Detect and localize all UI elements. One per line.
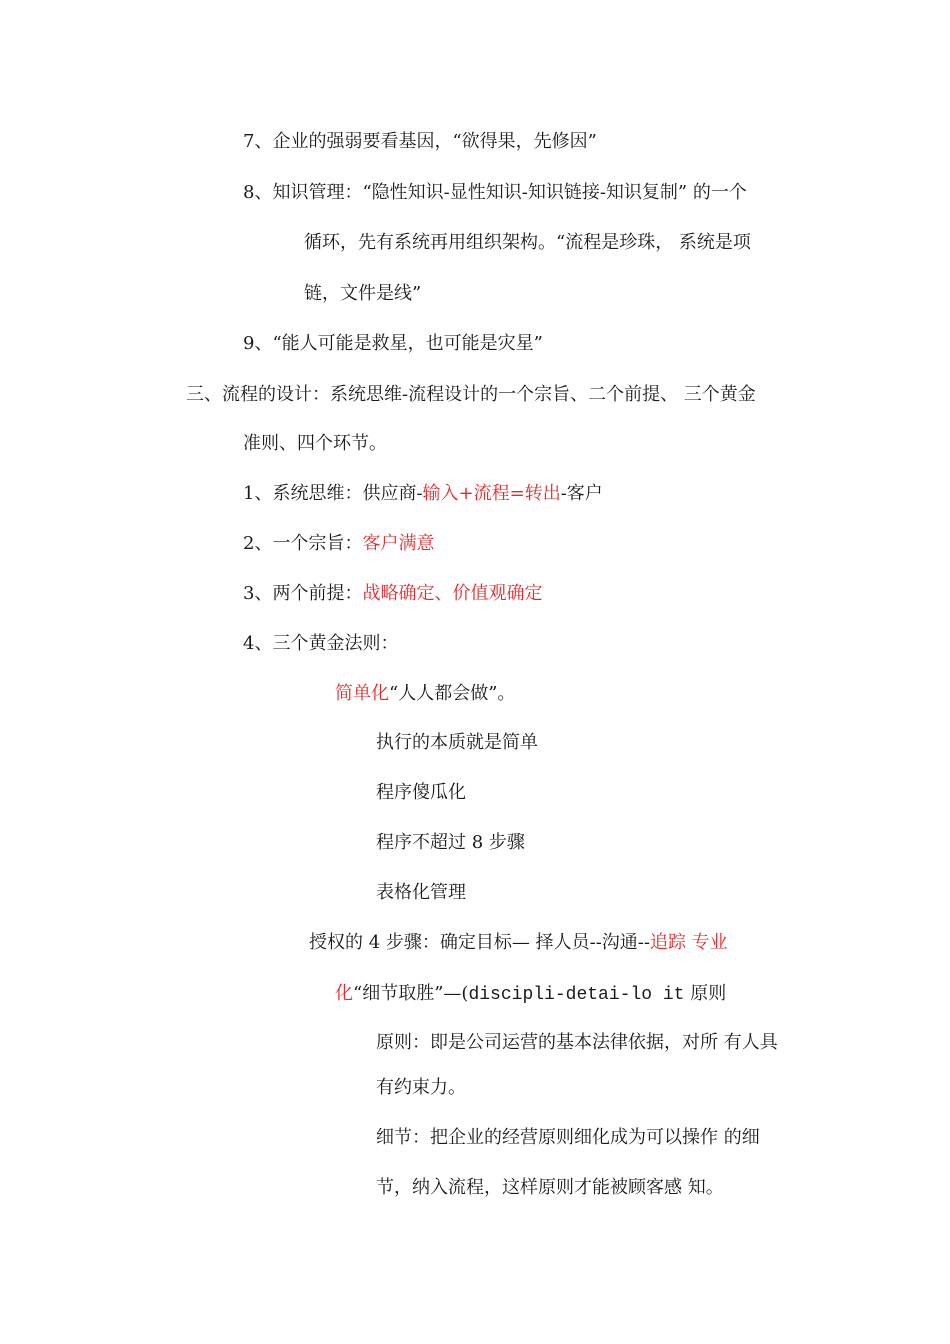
sub-item-3: 程序不超过 8 步骤: [376, 832, 525, 853]
point-2-label: 2、一个宗旨：: [243, 533, 363, 554]
detail-line-2: 节，纳入流程，这样原则才能被顾客感 知。: [376, 1177, 724, 1198]
rule-simplify: [335, 682, 515, 706]
sub-item-4: 表格化管理: [376, 882, 466, 903]
point-2: [243, 532, 434, 556]
section-3-heading-line-2: 准则、四个环节。: [243, 433, 387, 454]
rule-specialize-tail: 原则: [684, 983, 727, 1004]
point-2-highlight: 客户满意: [362, 533, 435, 554]
authorization-steps-highlight: 追踪 专业: [649, 932, 728, 953]
authorization-steps: [309, 931, 728, 955]
point-1-label: 1、系统思维：供应商-: [243, 483, 423, 504]
rule-simplify-text: “人人都会做”。: [389, 683, 516, 704]
point-1-tail: -客户: [560, 483, 603, 504]
point-1-highlight: 输入+流程=转出: [422, 483, 561, 504]
point-3-highlight: 战略确定、价值观确定: [362, 583, 543, 604]
rule-specialize-latin: discipli-detai-lo it: [468, 985, 685, 1005]
detail-line-1: 细节：把企业的经营原则细化成为可以操作 的细: [376, 1127, 760, 1148]
point-3: [243, 582, 542, 606]
rule-specialize-text: “细节取胜”—(: [353, 983, 469, 1004]
item-8-line-2: 循环，先有系统再用组织架构。“流程是珍珠， 系统是项: [304, 232, 751, 253]
point-1: [243, 482, 603, 506]
principle-line-1: 原则：即是公司运营的基本法律依据，对所 有人具: [376, 1032, 778, 1053]
point-3-label: 3、两个前提：: [243, 583, 363, 604]
rule-simplify-highlight: 简单化: [335, 683, 389, 704]
point-4: 4、三个黄金法则：: [243, 633, 399, 654]
principle-line-2: 有约束力。: [376, 1077, 466, 1098]
item-9: 9、“能人可能是救星，也可能是灾星”: [243, 333, 543, 354]
sub-item-2: 程序傻瓜化: [376, 782, 466, 803]
rule-specialize-highlight: 化: [335, 983, 353, 1004]
item-8-line-1: 8、知识管理：“隐性知识-显性知识-知识链接-知识复制” 的一个: [243, 182, 747, 203]
item-7: 7、企业的强弱要看基因，“欲得果，先修因”: [243, 131, 597, 152]
section-3-heading-line-1: 三、流程的设计：系统思维-流程设计的一个宗旨、二个前提、 三个黄金: [186, 384, 756, 405]
item-8-line-3: 链，文件是线”: [304, 283, 422, 304]
rule-specialize: [335, 982, 726, 1007]
sub-item-1: 执行的本质就是简单: [376, 732, 538, 753]
authorization-steps-text: 授权的 4 步骤：确定目标— 择人员--沟通--: [309, 932, 650, 953]
